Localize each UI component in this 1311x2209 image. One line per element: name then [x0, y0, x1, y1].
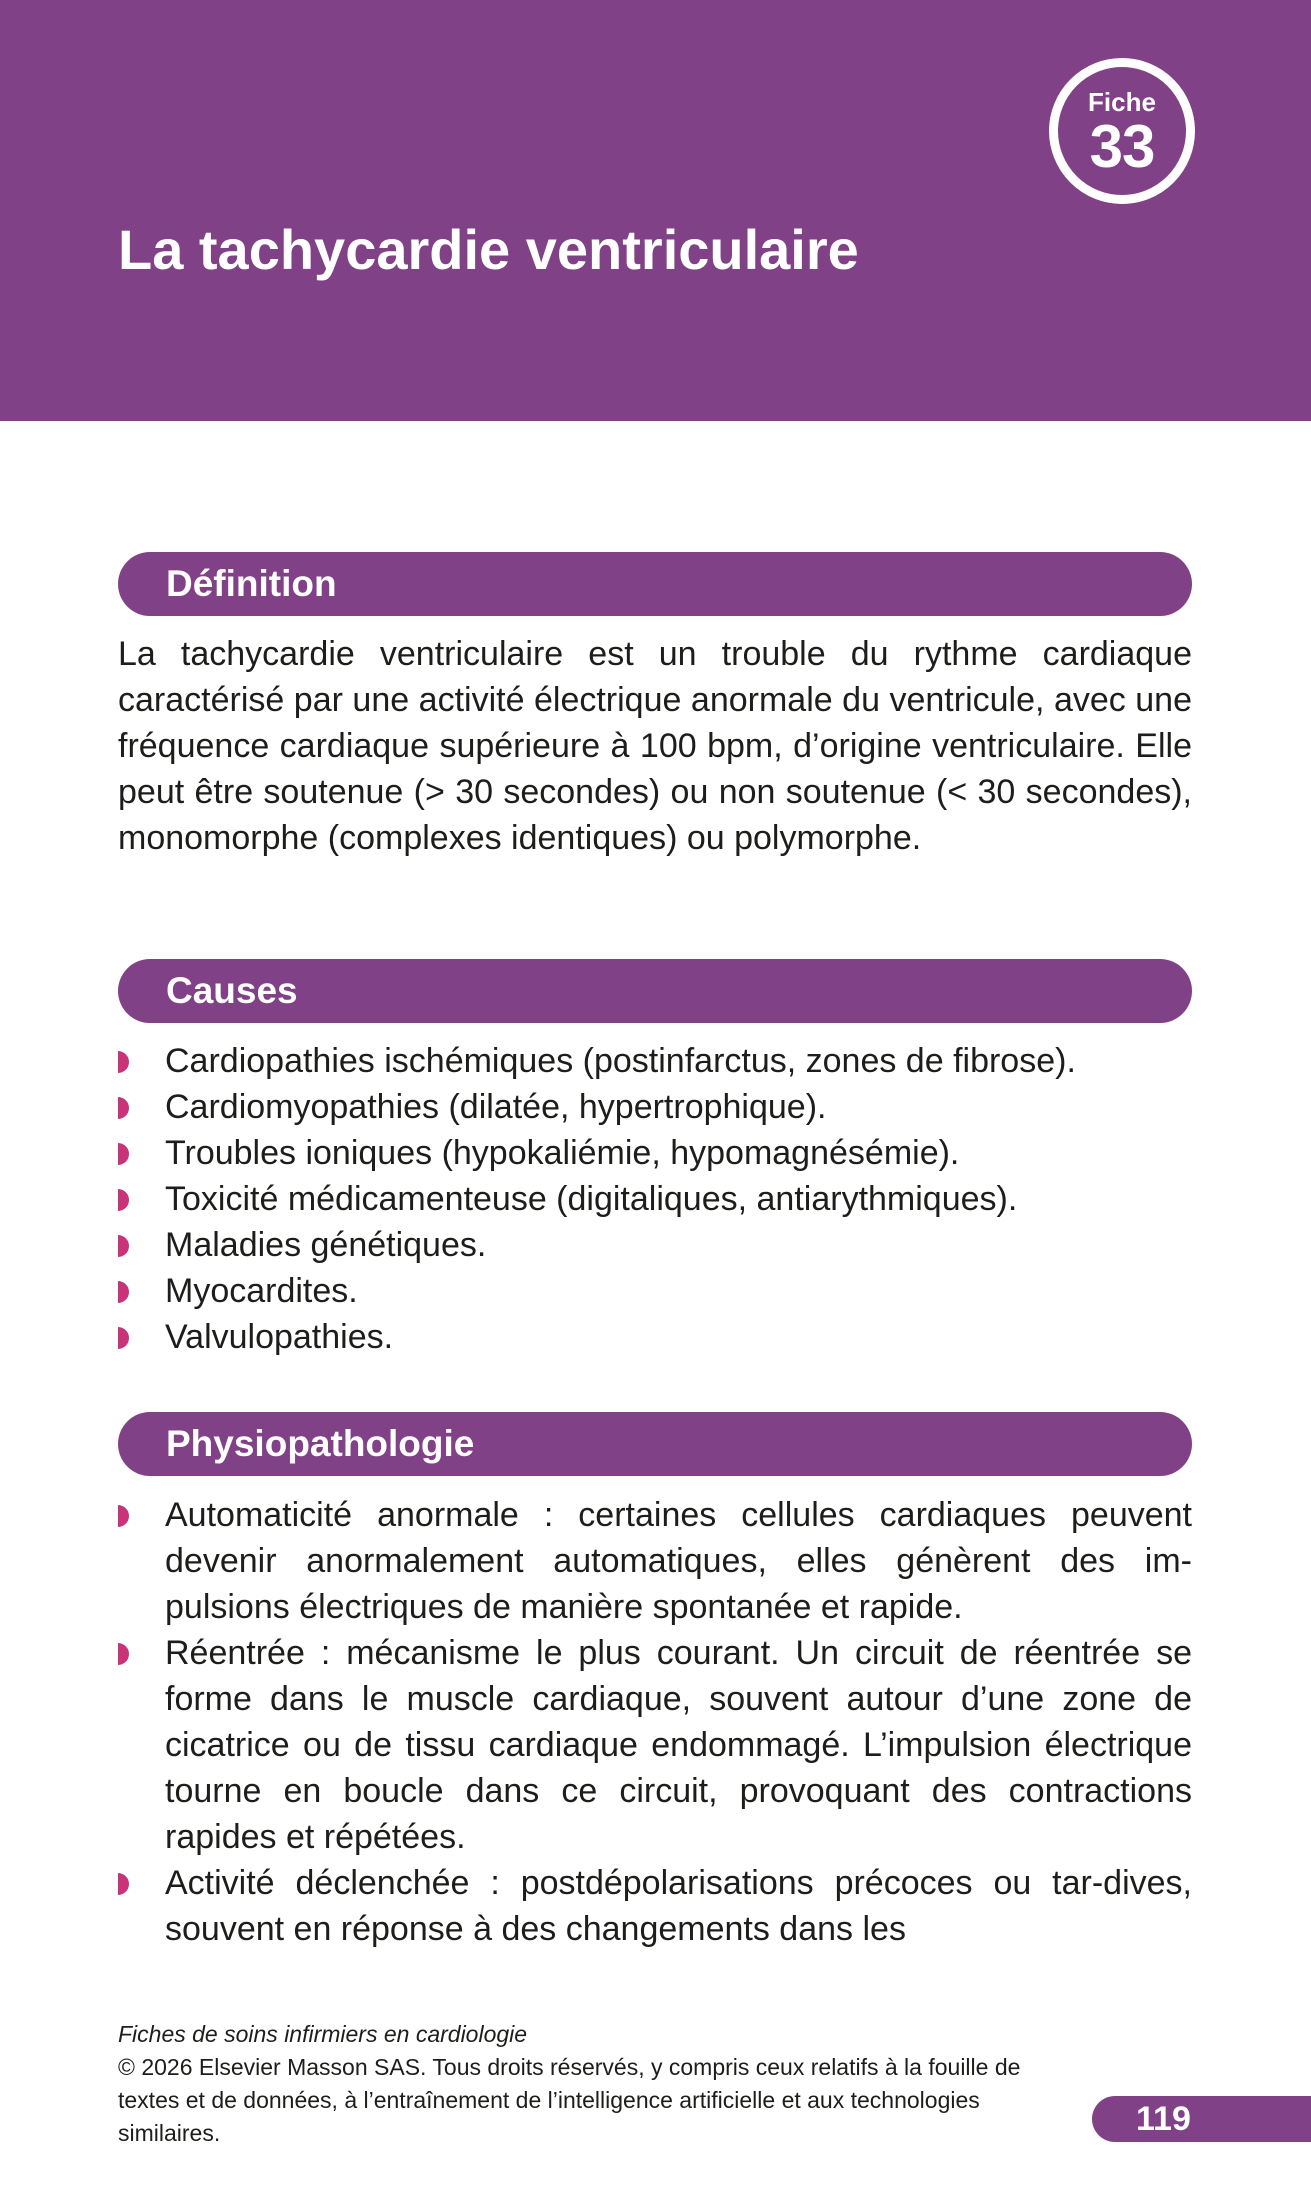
list-item-text: Automaticité anormale : certaines cellules cardiaques peuvent devenir anormalement automatiques, elles génèrent des im-pulsions électriques de manière spontanée et rapide. [165, 1496, 1192, 1626]
section-title: Physiopathologie [166, 1423, 475, 1464]
list-item-text: Maladies génétiques. [165, 1226, 487, 1264]
list-item [118, 1038, 1192, 1084]
fiche-badge [1049, 58, 1195, 204]
list-item [118, 1268, 1192, 1314]
footer-book-title: Fiches de soins infirmiers en cardiologie [118, 2021, 528, 2047]
list-item [118, 1630, 1192, 1860]
list-item-text: Valvulopathies. [165, 1318, 394, 1356]
list-item [118, 1130, 1192, 1176]
list-item [118, 1860, 1192, 1952]
bullet-icon [118, 1505, 129, 1527]
list-item [118, 1314, 1192, 1360]
fiche-label: Fiche [1088, 87, 1156, 117]
section-heading-definition [118, 552, 1192, 616]
bullet-icon [118, 1143, 129, 1165]
fiche-number: 33 [1089, 113, 1155, 180]
definition-paragraph: La tachycardie ventriculaire est un trouble du rythme cardiaque caractérisé par une activité électrique anormale du ventricule, avec une fréquence cardiaque supérieure à 100 bpm, d’origine ventriculaire. Elle peut être soutenue (> 30 secondes) ou non soutenue (< 30 secondes), monomorphe (complexes identiques) ou polymorphe. [118, 635, 1192, 857]
causes-list [118, 1038, 1192, 1360]
bullet-icon [118, 1281, 129, 1303]
bullet-icon [118, 1643, 129, 1665]
physiopathologie-list [118, 1492, 1192, 1952]
footer [118, 2018, 1038, 2150]
list-item-text: Cardiopathies ischémiques (postinfarctus, zones de fibrose). [165, 1042, 1076, 1080]
footer-copyright: © 2026 Elsevier Masson SAS. Tous droits réservés, y compris ceux relatifs à la fouille de textes et de données, à l’entraînement de l’intelligence artificielle et aux technologies similaires. [118, 2054, 1021, 2146]
list-item [118, 1492, 1192, 1630]
section-title: Causes [166, 970, 298, 1011]
list-item-text: Cardiomyopathies (dilatée, hypertrophique). [165, 1088, 827, 1126]
page-number: 119 [1136, 2100, 1191, 2138]
section-heading-physiopathologie [118, 1412, 1192, 1476]
list-item-text: Activité déclenchée : postdépolarisations précoces ou tar-dives, souvent en réponse à des changements dans les [165, 1864, 1192, 1948]
bullet-icon [118, 1051, 129, 1073]
list-item [118, 1084, 1192, 1130]
section-heading-causes [118, 959, 1192, 1023]
page-number-tab [1092, 2096, 1311, 2142]
list-item [118, 1222, 1192, 1268]
bullet-icon [118, 1327, 129, 1349]
page-title: La tachycardie ventriculaire [118, 218, 859, 281]
bullet-icon [118, 1189, 129, 1211]
list-item-text: Troubles ioniques (hypokaliémie, hypomagnésémie). [165, 1134, 960, 1172]
list-item-text: Toxicité médicamenteuse (digitaliques, antiarythmiques). [165, 1180, 1018, 1218]
header-banner [0, 0, 1311, 421]
bullet-icon [118, 1873, 129, 1895]
list-item-text: Myocardites. [165, 1272, 358, 1310]
list-item [118, 1176, 1192, 1222]
section-title: Définition [166, 563, 337, 604]
bullet-icon [118, 1235, 129, 1257]
list-item-text: Réentrée : mécanisme le plus courant. Un circuit de réentrée se forme dans le muscle cardiaque, souvent autour d’une zone de cicatrice ou de tissu cardiaque endommagé. L’impulsion électrique tourne en boucle dans ce circuit, provoquant des contractions rapides et répétées. [165, 1634, 1192, 1856]
bullet-icon [118, 1097, 129, 1119]
